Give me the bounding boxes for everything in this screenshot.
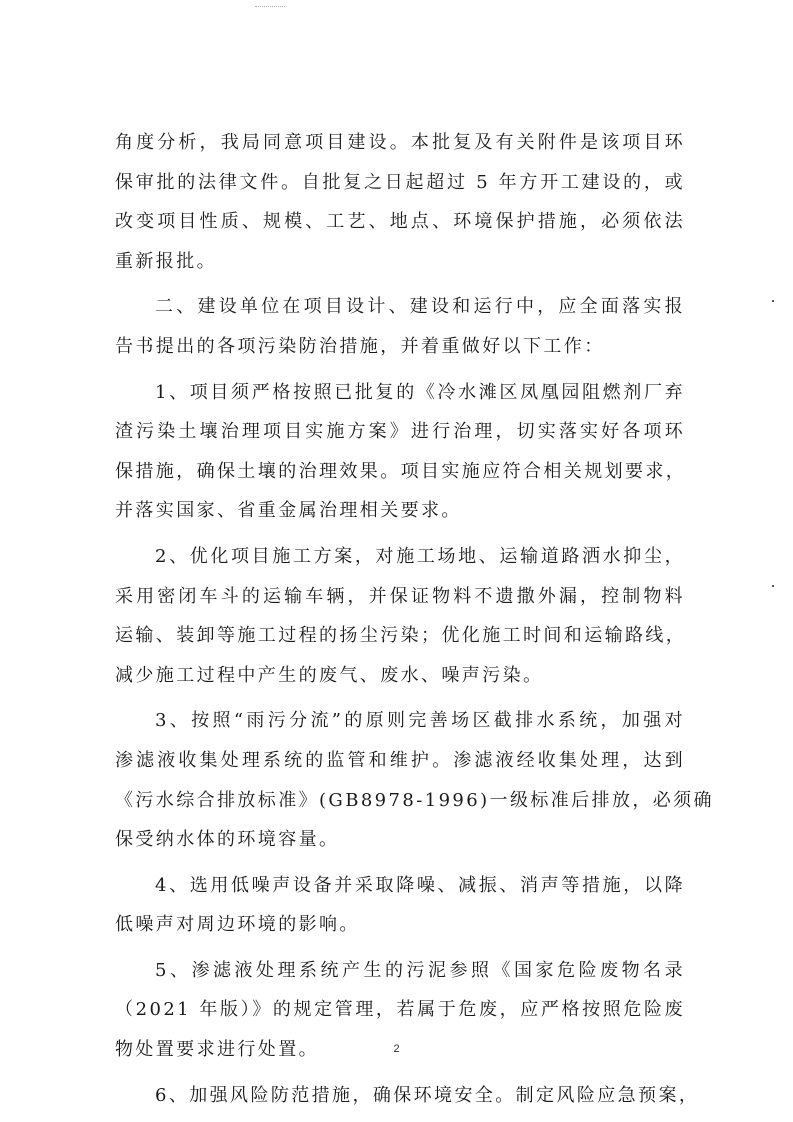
text-line: 4、选用低噪声设备并采取降噪、减振、消声等措施，以降 (155, 874, 685, 896)
text-line: 保措施，确保土壤的治理效果。项目实施应符合相关规划要求， (115, 460, 687, 482)
paragraph-section-2 (115, 287, 685, 366)
text-line: 低噪声对周边环境的影响。 (115, 914, 360, 936)
paragraph-item-1 (115, 373, 685, 531)
paragraph-item-6 (115, 1076, 700, 1116)
text-line: 保受纳水体的环境容量。 (115, 829, 340, 851)
text-line: 2、优化项目施工方案，对施工场地、运输道路洒水抑尘， (155, 545, 685, 567)
text-line: 《污水综合排放标准》(GB8978-1996)一级标准后排放，必须确 (115, 789, 714, 811)
text-line: 运输、装卸等施工过程的扬尘污染；优化施工时间和运输路线， (115, 625, 687, 647)
text-line: 并落实国家、省重金属治理相关要求。 (115, 500, 462, 522)
scan-artifact (255, 6, 285, 9)
document-body (115, 123, 714, 1115)
text-line: 5、渗滤液处理系统产生的污泥参照《国家危险废物名录 (155, 959, 685, 981)
text-line: 渗滤液收集处理系统的监管和维护。渗滤液经收集处理，达到 (115, 749, 685, 771)
text-line: 改变项目性质、规模、工艺、地点、环境保护措施，必须依法 (115, 211, 685, 233)
text-line: （2021 年版）》的规定管理，若属于危废，应严格按照危险废 (115, 999, 685, 1021)
scan-speck (772, 585, 774, 587)
text-line: 采用密闭车斗的运输车辆，并保证物料不遗撒外漏，控制物料 (115, 585, 685, 607)
paragraph-item-2 (115, 537, 685, 695)
text-line: 1、项目须严格按照已批复的《冷水滩区凤凰园阻燃剂厂弃 (155, 381, 685, 403)
page-number: 2 (393, 1043, 400, 1055)
text-line: 渣污染土壤治理项目实施方案》进行治理，切实落实好各项环 (115, 421, 685, 443)
text-line: 3、按照“雨污分流”的原则完善场区截排水系统，加强对 (155, 710, 685, 732)
text-line: 减少施工过程中产生的废气、废水、噪声污染。 (115, 664, 544, 686)
text-line: 告书提出的各项污染防治措施，并着重做好以下工作： (115, 335, 605, 357)
paragraph-continuation (115, 123, 685, 281)
paragraph-item-3 (115, 701, 714, 859)
text-line: 6、加强风险防范措施，确保环境安全。制定风险应急预案， (155, 1084, 700, 1106)
scan-speck (772, 300, 774, 302)
text-line: 二、建设单位在项目设计、建设和运行中，应全面落实报 (155, 296, 685, 318)
text-line: 保审批的法律文件。自批复之日起超过 5 年方开工建设的，或 (115, 171, 685, 193)
paragraph-item-4 (115, 866, 685, 945)
text-line: 角度分析，我局同意项目建设。本批复及有关附件是该项目环 (115, 132, 685, 153)
text-line: 物处置要求进行处置。 (115, 1039, 319, 1061)
text-line: 重新报批。 (115, 250, 217, 272)
